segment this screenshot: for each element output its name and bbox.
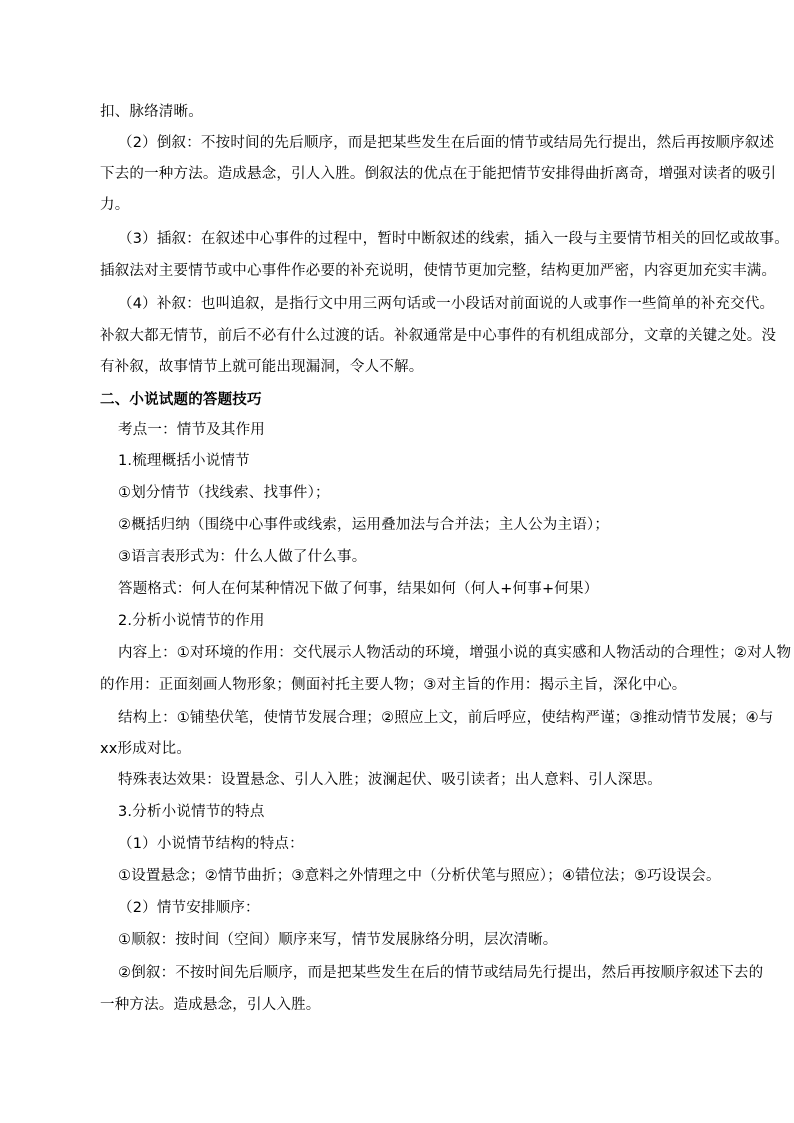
- paragraph-line: ②倒叙：不按时间先后顺序，而是把某些发生在后的情节或结局先行提出，然后再按顺序叙述下去的: [118, 965, 764, 981]
- paragraph-line: 补叙大都无情节，前后不必有什么过渡的话。补叙通常是中心事件的有机组成部分，文章的关键之处。没: [100, 328, 777, 344]
- list-item: （1）小说情节结构的特点：: [118, 836, 304, 852]
- paragraph-line: 扣、脉络清晰。: [100, 104, 203, 120]
- paragraph-line: 力。: [100, 197, 130, 213]
- list-item: （2）情节安排顺序：: [118, 900, 260, 916]
- paragraph-line: （4）补叙：也叫追叙，是指行文中用三两句话或一小段话对前面说的人或事作一些简单的补充交代。: [118, 296, 775, 312]
- paragraph-line: （3）插叙：在叙述中心事件的过程中，暂时中断叙述的线索，插入一段与主要情节相关的回忆或故事。: [118, 231, 789, 247]
- subheading: 3.分析小说情节的特点: [118, 804, 265, 820]
- paragraph-line: xx形成对比。: [100, 741, 192, 757]
- list-item: ②概括归纳（围绕中心事件或线索，运用叠加法与合并法；主人公为主语）；: [118, 517, 610, 533]
- list-item: ①设置悬念；②情节曲折；③意料之外情理之中（分析伏笔与照应）；④错位法；⑤巧设误会。: [118, 868, 721, 884]
- list-item: ③语言表形式为：什么人做了什么事。: [118, 549, 367, 565]
- paragraph-line: （2）倒叙：不按时间的先后顺序，而是把某些发生在后面的情节或结局先行提出，然后再按顺序叙述: [118, 135, 775, 151]
- topic-heading: 考点一：情节及其作用: [118, 422, 265, 438]
- list-item: ①划分情节（找线索、找事件）；: [118, 485, 330, 501]
- paragraph-line: 内容上：①对环境的作用：交代展示人物活动的环境，增强小说的真实感和人物活动的合理性；②对人物: [118, 645, 792, 661]
- paragraph-line: 下去的一种方法。造成悬念，引人入胜。倒叙法的优点在于能把情节安排得曲折离奇，增强对读者的吸引: [100, 166, 777, 182]
- subheading: 1.梳理概括小说情节: [118, 453, 250, 469]
- subheading: 2.分析小说情节的作用: [118, 613, 265, 629]
- paragraph-line: 答题格式：何人在何某种情况下做了何事，结果如何（何人+何事+何果）: [118, 581, 599, 597]
- paragraph-line: 结构上：①铺垫伏笔，使情节发展合理；②照应上文，前后呼应，使结构严谨；③推动情节发展；④与: [118, 710, 774, 726]
- list-item: ①顺叙：按时间（空间）顺序来写，情节发展脉络分明，层次清晰。: [118, 932, 558, 948]
- section-heading: 二、小说试题的答题技巧: [100, 392, 262, 408]
- paragraph-line: 一种方法。造成悬念，引人入胜。: [100, 997, 321, 1013]
- paragraph-line: 的作用：正面刻画人物形象；侧面衬托主要人物；③对主旨的作用：揭示主旨，深化中心。: [100, 677, 687, 693]
- paragraph-line: 有补叙，故事情节上就可能出现漏洞，令人不解。: [100, 359, 424, 375]
- paragraph-line: 插叙法对主要情节或中心事件作必要的补充说明，使情节更加完整，结构更加严密，内容更加充实丰满。: [100, 263, 777, 279]
- paragraph-line: 特殊表达效果：设置悬念、引人入胜；波澜起伏、吸引读者；出人意料、引人深思。: [118, 772, 662, 788]
